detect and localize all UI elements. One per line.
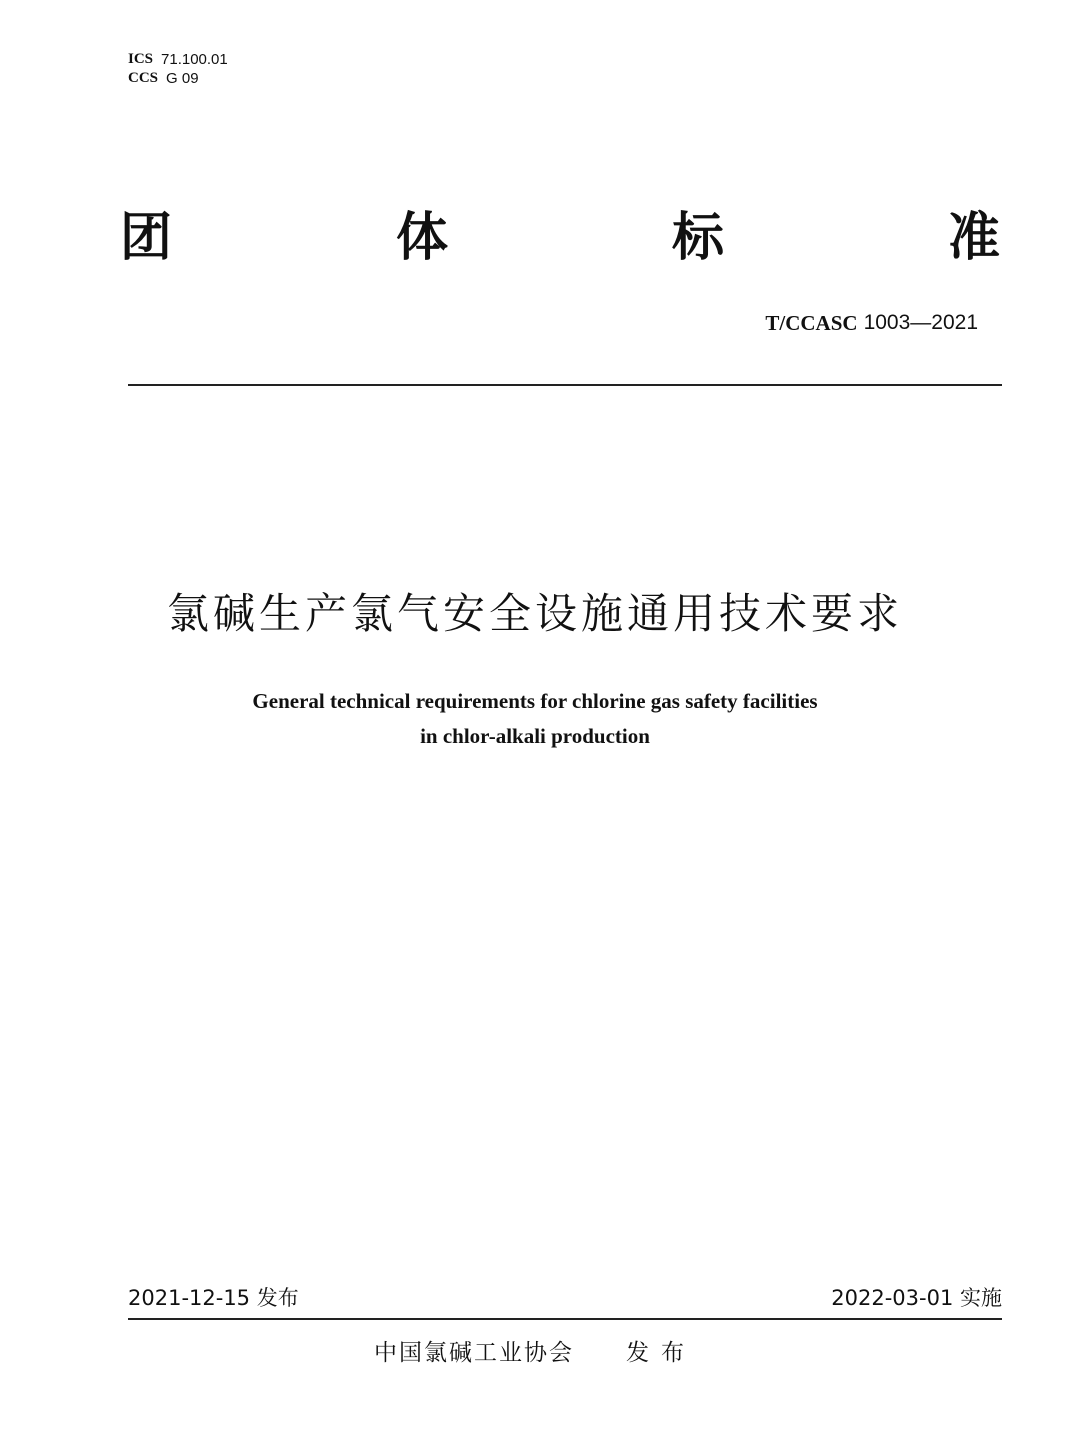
title-english	[0, 684, 1070, 754]
standard-number	[765, 309, 978, 337]
ccs-value: G 09	[166, 70, 199, 87]
standard-type-char: 准	[947, 208, 1000, 268]
implementation-date: 2022-03-01 实施	[831, 1286, 1002, 1310]
publish-date: 2021-12-15 发布	[128, 1286, 299, 1310]
ics-value: 71.100.01	[161, 51, 228, 68]
standard-number-value: 1003—2021	[863, 311, 978, 334]
title-english-line: General technical requirements for chlorine gas safety facilities	[252, 689, 818, 713]
issuer-line	[0, 1336, 1070, 1370]
standard-number-prefix: T/CCASC	[765, 311, 858, 335]
standard-type-heading	[120, 208, 1000, 268]
bottom-divider	[128, 1318, 1002, 1320]
standard-type-char: 体	[395, 208, 448, 268]
issuer-action: 发布	[626, 1340, 696, 1366]
issuing-organization: 中国氯碱工业协会	[374, 1340, 574, 1366]
standard-type-char: 标	[671, 208, 724, 268]
ccs-label: CCS	[128, 70, 159, 86]
classification-codes	[128, 50, 228, 88]
ics-code	[128, 50, 228, 69]
ics-label: ICS	[128, 51, 154, 67]
top-divider	[128, 384, 1002, 386]
title-english-line: in chlor-alkali production	[420, 724, 650, 748]
ccs-code	[128, 69, 228, 88]
standard-type-char: 团	[120, 208, 173, 268]
title-chinese: 氯碱生产氯气安全设施通用技术要求	[166, 589, 903, 638]
